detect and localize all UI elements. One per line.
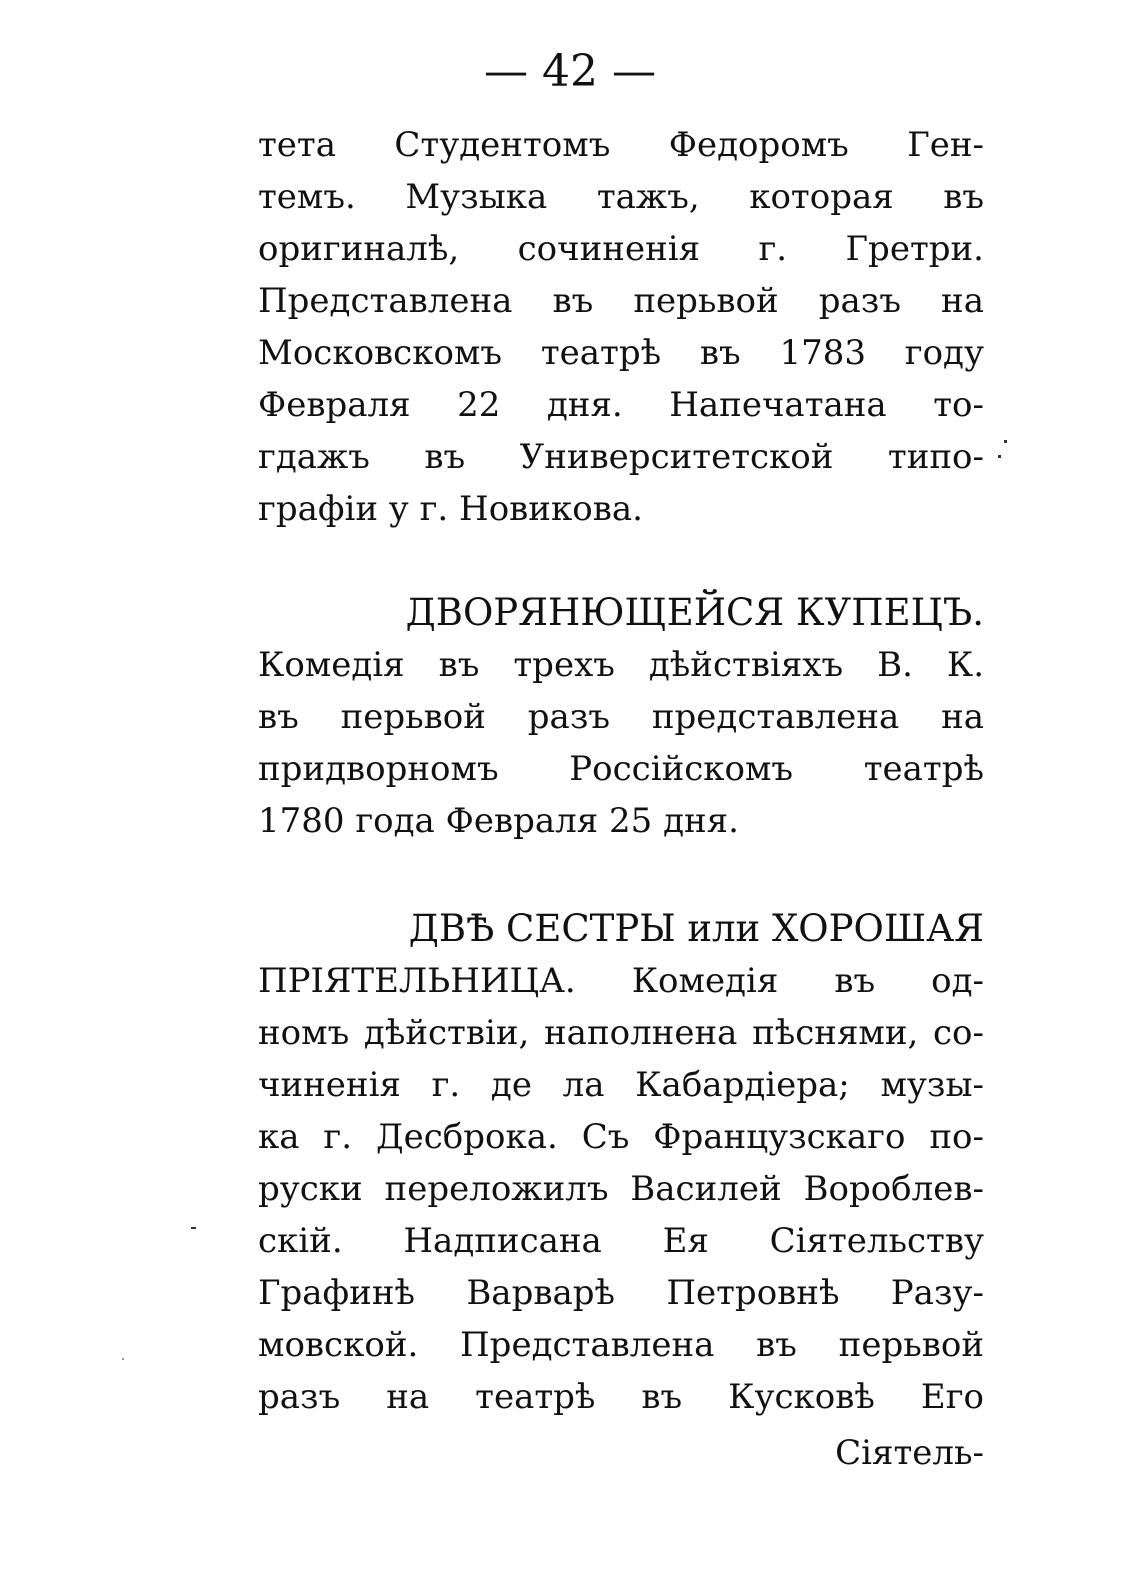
text-line: Комедія въ трехъ дѣйствіяхъ В. К. — [258, 645, 984, 685]
text-line: Представлена въ перьвой разъ на — [258, 281, 984, 321]
scan-speck — [1004, 440, 1007, 443]
text-line: Февраля 22 дня. Напечатана то- — [258, 385, 984, 425]
text-line: ПРІЯТЕЛЬНИЦА. Комедія въ од- — [258, 961, 984, 1001]
text-line: руски переложилъ Василей Вороблев- — [258, 1169, 984, 1209]
text-line: 1780 года Февраля 25 дня. — [258, 801, 739, 841]
text-line: чиненія г. де ла Кабардіера; музы- — [258, 1065, 984, 1105]
scan-speck — [191, 1227, 196, 1229]
text-line: придворномъ Россійскомъ театрѣ — [258, 749, 984, 789]
text-line: въ перьвой разъ представлена на — [258, 697, 984, 737]
text-line: оригиналѣ, сочиненія г. Гретри. — [258, 229, 984, 269]
text-line: скій. Надписана Ея Сіятельству — [258, 1221, 984, 1261]
text-line: номъ дѣйствіи, наполнена пѣснями, сo- — [258, 1013, 984, 1053]
text-line: графіи у г. Новикова. — [258, 489, 643, 529]
text-line: разъ на театрѣ въ Кусковѣ Его — [258, 1377, 984, 1417]
text-line: темъ. Музыка тажъ, которая въ — [258, 177, 984, 217]
scan-speck — [122, 1358, 124, 1360]
text-line: ка г. Десброка. Съ Французскаго по- — [258, 1117, 984, 1157]
entry-title: ДВѢ СЕСТРЫ или ХОРОШАЯ — [408, 907, 984, 950]
entry-title: ДВОРЯНЮЩЕЙСЯ КУПЕЦЪ. — [405, 591, 984, 634]
text-line: гдажъ въ Университетской типо- — [258, 437, 984, 477]
text-line: мовской. Представлена въ перьвой — [258, 1325, 984, 1365]
text-line: Московскомъ театрѣ въ 1783 году — [258, 333, 984, 373]
scan-speck — [998, 455, 1001, 458]
text-line: Графинѣ Варварѣ Петровнѣ Разу- — [258, 1273, 984, 1313]
text-line: тета Студентомъ Федоромъ Ген- — [258, 125, 984, 165]
text-line: Сіятель- — [835, 1433, 984, 1473]
page-number: — 42 — — [484, 46, 656, 97]
